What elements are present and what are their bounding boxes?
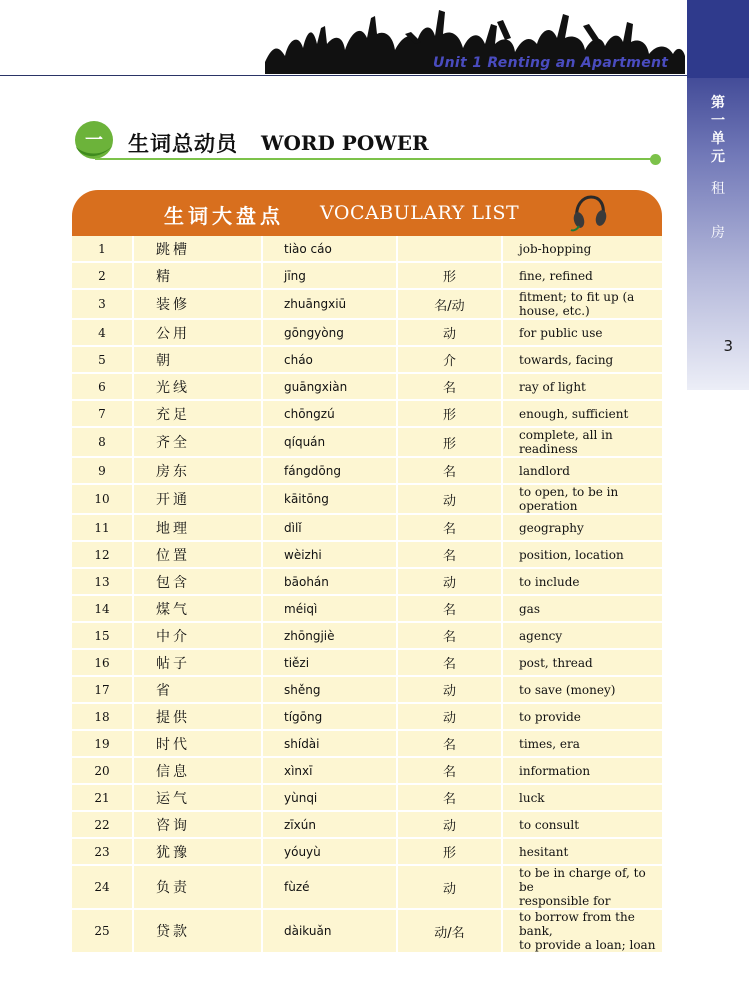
vocab-row [72, 838, 662, 865]
vocab-word: 开通 [133, 484, 262, 514]
vocab-part-of-speech: 名 [397, 514, 502, 541]
vocab-part-of-speech: 形 [397, 262, 502, 289]
vocab-pinyin: dàikuǎn [262, 909, 397, 953]
vocab-meaning-line: job-hopping [519, 241, 592, 256]
vocab-part-of-speech: 名 [397, 757, 502, 784]
vocab-number: 22 [72, 811, 133, 838]
vocab-meaning [502, 811, 662, 838]
vocab-number: 20 [72, 757, 133, 784]
section-badge-icon [72, 120, 116, 160]
vocab-part-of-speech: 名 [397, 457, 502, 484]
vocab-meaning-line: post, thread [519, 655, 593, 670]
vocab-row [72, 514, 662, 541]
vocab-meaning [502, 622, 662, 649]
vocab-pinyin: fángdōng [262, 457, 397, 484]
vocab-number: 17 [72, 676, 133, 703]
section-divider [95, 158, 655, 160]
vocab-number: 3 [72, 289, 133, 319]
vocab-number: 14 [72, 595, 133, 622]
vocab-meaning-line: fitment; to fit up (a house, etc.) [519, 290, 635, 318]
vocab-meaning [502, 514, 662, 541]
vocab-meaning [502, 865, 662, 909]
vocab-meaning [502, 909, 662, 953]
vocab-pinyin: qíquán [262, 427, 397, 457]
side-unit-label [687, 94, 749, 166]
vocab-row [72, 909, 662, 953]
vocab-part-of-speech: 动 [397, 484, 502, 514]
vocab-word: 信息 [133, 757, 262, 784]
vocab-part-of-speech: 介 [397, 346, 502, 373]
vocab-pinyin: chōngzú [262, 400, 397, 427]
vocab-meaning-line: agency [519, 628, 563, 643]
vocab-pinyin: jīng [262, 262, 397, 289]
vocab-meaning [502, 484, 662, 514]
vocab-part-of-speech: 形 [397, 400, 502, 427]
vocab-row [72, 319, 662, 346]
vocab-meaning [502, 262, 662, 289]
vocab-part-of-speech: 名 [397, 730, 502, 757]
vocab-meaning-line: fine, refined [519, 268, 593, 283]
vocab-word: 省 [133, 676, 262, 703]
vocab-row [72, 427, 662, 457]
vocab-part-of-speech: 名 [397, 595, 502, 622]
vocab-row [72, 703, 662, 730]
vocab-word: 充足 [133, 400, 262, 427]
vocab-number: 11 [72, 514, 133, 541]
vocab-number: 10 [72, 484, 133, 514]
vocab-word: 光线 [133, 373, 262, 400]
vocab-part-of-speech: 名/动 [397, 289, 502, 319]
side-unit-char: 单 [711, 131, 725, 147]
vocab-number: 6 [72, 373, 133, 400]
vocab-part-of-speech: 名 [397, 541, 502, 568]
vocab-number: 5 [72, 346, 133, 373]
vocab-row [72, 676, 662, 703]
vocab-word: 包含 [133, 568, 262, 595]
vocab-meaning-line: geography [519, 520, 584, 535]
vocab-row [72, 649, 662, 676]
vocab-word: 煤气 [133, 595, 262, 622]
vocab-meaning-line: to include [519, 574, 580, 589]
section-title-english: WORD POWER [261, 131, 429, 155]
vocab-pinyin: tiězi [262, 649, 397, 676]
vocab-row [72, 730, 662, 757]
vocab-pinyin: tígōng [262, 703, 397, 730]
vocab-row [72, 595, 662, 622]
vocab-word: 齐全 [133, 427, 262, 457]
vocab-part-of-speech: 动 [397, 676, 502, 703]
vocab-word: 地理 [133, 514, 262, 541]
vocab-pinyin: bāohán [262, 568, 397, 595]
vocab-meaning-line: for public use [519, 325, 603, 340]
side-lesson-char: 租 [711, 181, 725, 197]
vocab-row [72, 484, 662, 514]
vocab-meaning-line: enough, sufficient [519, 406, 629, 421]
vocab-meaning [502, 784, 662, 811]
header-divider [0, 75, 687, 76]
vocab-row [72, 346, 662, 373]
vocab-meaning-line: to be in charge of, to be [519, 866, 646, 894]
vocab-part-of-speech: 名 [397, 649, 502, 676]
vocab-meaning [502, 236, 662, 262]
section-title-chinese: 生词总动员 [128, 132, 238, 156]
vocab-pinyin: guāngxiàn [262, 373, 397, 400]
vocab-meaning-line: to borrow from the bank, [519, 910, 635, 938]
vocab-row [72, 811, 662, 838]
vocab-meaning-line: landlord [519, 463, 570, 478]
vocab-row [72, 757, 662, 784]
vocab-pinyin: tiào cáo [262, 236, 397, 262]
side-unit-char: 第 [711, 95, 725, 111]
vocab-meaning-line: to provide [519, 709, 581, 724]
vocab-part-of-speech: 动 [397, 703, 502, 730]
vocab-row [72, 457, 662, 484]
vocab-part-of-speech: 形 [397, 838, 502, 865]
vocab-word: 时代 [133, 730, 262, 757]
vocab-pinyin: zīxún [262, 811, 397, 838]
page-header [0, 0, 687, 78]
vocab-part-of-speech: 名 [397, 784, 502, 811]
vocab-row [72, 622, 662, 649]
vocab-part-of-speech: 动 [397, 319, 502, 346]
side-lesson-label [687, 178, 749, 266]
vocab-pinyin: shěng [262, 676, 397, 703]
headphone-icon [569, 193, 609, 233]
vocab-part-of-speech: 名 [397, 373, 502, 400]
vocab-number: 21 [72, 784, 133, 811]
vocab-word: 中介 [133, 622, 262, 649]
vocab-list-header [72, 190, 662, 236]
vocab-number: 13 [72, 568, 133, 595]
vocab-meaning-line: towards, facing [519, 352, 614, 367]
vocab-pinyin: xìnxī [262, 757, 397, 784]
vocab-number: 24 [72, 865, 133, 909]
vocab-number: 23 [72, 838, 133, 865]
vocab-word: 位置 [133, 541, 262, 568]
vocab-row [72, 373, 662, 400]
vocab-word: 精 [133, 262, 262, 289]
vocab-word: 贷款 [133, 909, 262, 953]
vocab-number: 4 [72, 319, 133, 346]
vocab-part-of-speech: 形 [397, 427, 502, 457]
vocab-meaning [502, 541, 662, 568]
vocab-number: 19 [72, 730, 133, 757]
vocab-number: 16 [72, 649, 133, 676]
vocab-pinyin: zhōngjiè [262, 622, 397, 649]
vocab-meaning-line: complete, all in readiness [519, 428, 613, 456]
vocab-pinyin: fùzé [262, 865, 397, 909]
vocab-meaning [502, 649, 662, 676]
vocab-number: 18 [72, 703, 133, 730]
vocab-meaning [502, 346, 662, 373]
vocab-row [72, 568, 662, 595]
vocab-meaning-line: to save (money) [519, 682, 616, 697]
vocab-part-of-speech: 动 [397, 568, 502, 595]
vocab-pinyin: gōngyòng [262, 319, 397, 346]
vocab-word: 运气 [133, 784, 262, 811]
vocab-meaning [502, 676, 662, 703]
side-tab-top-block [687, 0, 749, 78]
vocab-meaning [502, 757, 662, 784]
vocab-table [72, 236, 662, 954]
vocab-meaning-line: to provide a loan; loan [519, 938, 656, 952]
side-unit-char: 元 [711, 149, 725, 165]
vocab-row [72, 541, 662, 568]
vocab-number: 8 [72, 427, 133, 457]
vocab-meaning [502, 457, 662, 484]
vocab-row [72, 289, 662, 319]
vocab-pinyin: cháo [262, 346, 397, 373]
vocab-row [72, 865, 662, 909]
vocab-meaning [502, 289, 662, 319]
vocab-number: 15 [72, 622, 133, 649]
page-number: 3 [723, 337, 733, 355]
vocab-part-of-speech: 名 [397, 622, 502, 649]
vocab-meaning-line: to open, to be in operation [519, 485, 619, 513]
vocab-part-of-speech: 动 [397, 865, 502, 909]
vocab-meaning [502, 427, 662, 457]
vocab-meaning [502, 373, 662, 400]
section-divider-dot [650, 154, 661, 165]
vocab-pinyin: shídài [262, 730, 397, 757]
section-badge-text: 一 [85, 130, 103, 151]
vocab-word: 负责 [133, 865, 262, 909]
chapter-side-tab [687, 0, 749, 390]
vocab-pinyin: zhuāngxiū [262, 289, 397, 319]
vocab-meaning-line: hesitant [519, 844, 569, 859]
vocab-meaning-line: times, era [519, 736, 580, 751]
vocab-pinyin: dìlǐ [262, 514, 397, 541]
vocab-part-of-speech: 动/名 [397, 909, 502, 953]
vocab-meaning-line: position, location [519, 547, 624, 562]
vocab-row [72, 262, 662, 289]
vocab-meaning [502, 400, 662, 427]
vocab-meaning [502, 838, 662, 865]
side-unit-char: 一 [711, 113, 725, 129]
vocab-part-of-speech: 动 [397, 811, 502, 838]
vocab-pinyin: méiqì [262, 595, 397, 622]
vocab-meaning [502, 568, 662, 595]
vocab-word: 犹豫 [133, 838, 262, 865]
vocab-word: 跳槽 [133, 236, 262, 262]
vocab-number: 25 [72, 909, 133, 953]
vocab-pinyin: yóuyù [262, 838, 397, 865]
vocab-number: 12 [72, 541, 133, 568]
vocab-word: 房东 [133, 457, 262, 484]
vocab-meaning-line: luck [519, 790, 545, 805]
vocab-row [72, 400, 662, 427]
vocab-word: 提供 [133, 703, 262, 730]
vocab-meaning [502, 319, 662, 346]
vocab-pinyin: yùnqi [262, 784, 397, 811]
vocab-row [72, 236, 662, 262]
vocab-part-of-speech [397, 236, 502, 262]
side-lesson-char: 房 [711, 225, 725, 241]
vocab-meaning-line: to consult [519, 817, 580, 832]
vocab-header-chinese: 生词大盘点 [164, 204, 284, 228]
vocab-word: 咨询 [133, 811, 262, 838]
vocab-meaning [502, 595, 662, 622]
vocab-pinyin: kāitōng [262, 484, 397, 514]
vocab-meaning [502, 703, 662, 730]
vocab-number: 7 [72, 400, 133, 427]
vocab-number: 1 [72, 236, 133, 262]
vocab-meaning [502, 730, 662, 757]
vocab-header-english: VOCABULARY LIST [320, 202, 520, 224]
vocab-word: 装修 [133, 289, 262, 319]
vocab-pinyin: wèizhi [262, 541, 397, 568]
vocab-meaning-line: ray of light [519, 379, 586, 394]
vocab-word: 公用 [133, 319, 262, 346]
vocab-number: 2 [72, 262, 133, 289]
unit-title: Unit 1 Renting an Apartment [433, 55, 669, 71]
vocab-meaning-line: responsible for [519, 894, 611, 908]
vocab-row [72, 784, 662, 811]
vocab-word: 帖子 [133, 649, 262, 676]
vocab-meaning-line: information [519, 763, 591, 778]
vocab-word: 朝 [133, 346, 262, 373]
vocab-number: 9 [72, 457, 133, 484]
vocab-meaning-line: gas [519, 601, 540, 616]
